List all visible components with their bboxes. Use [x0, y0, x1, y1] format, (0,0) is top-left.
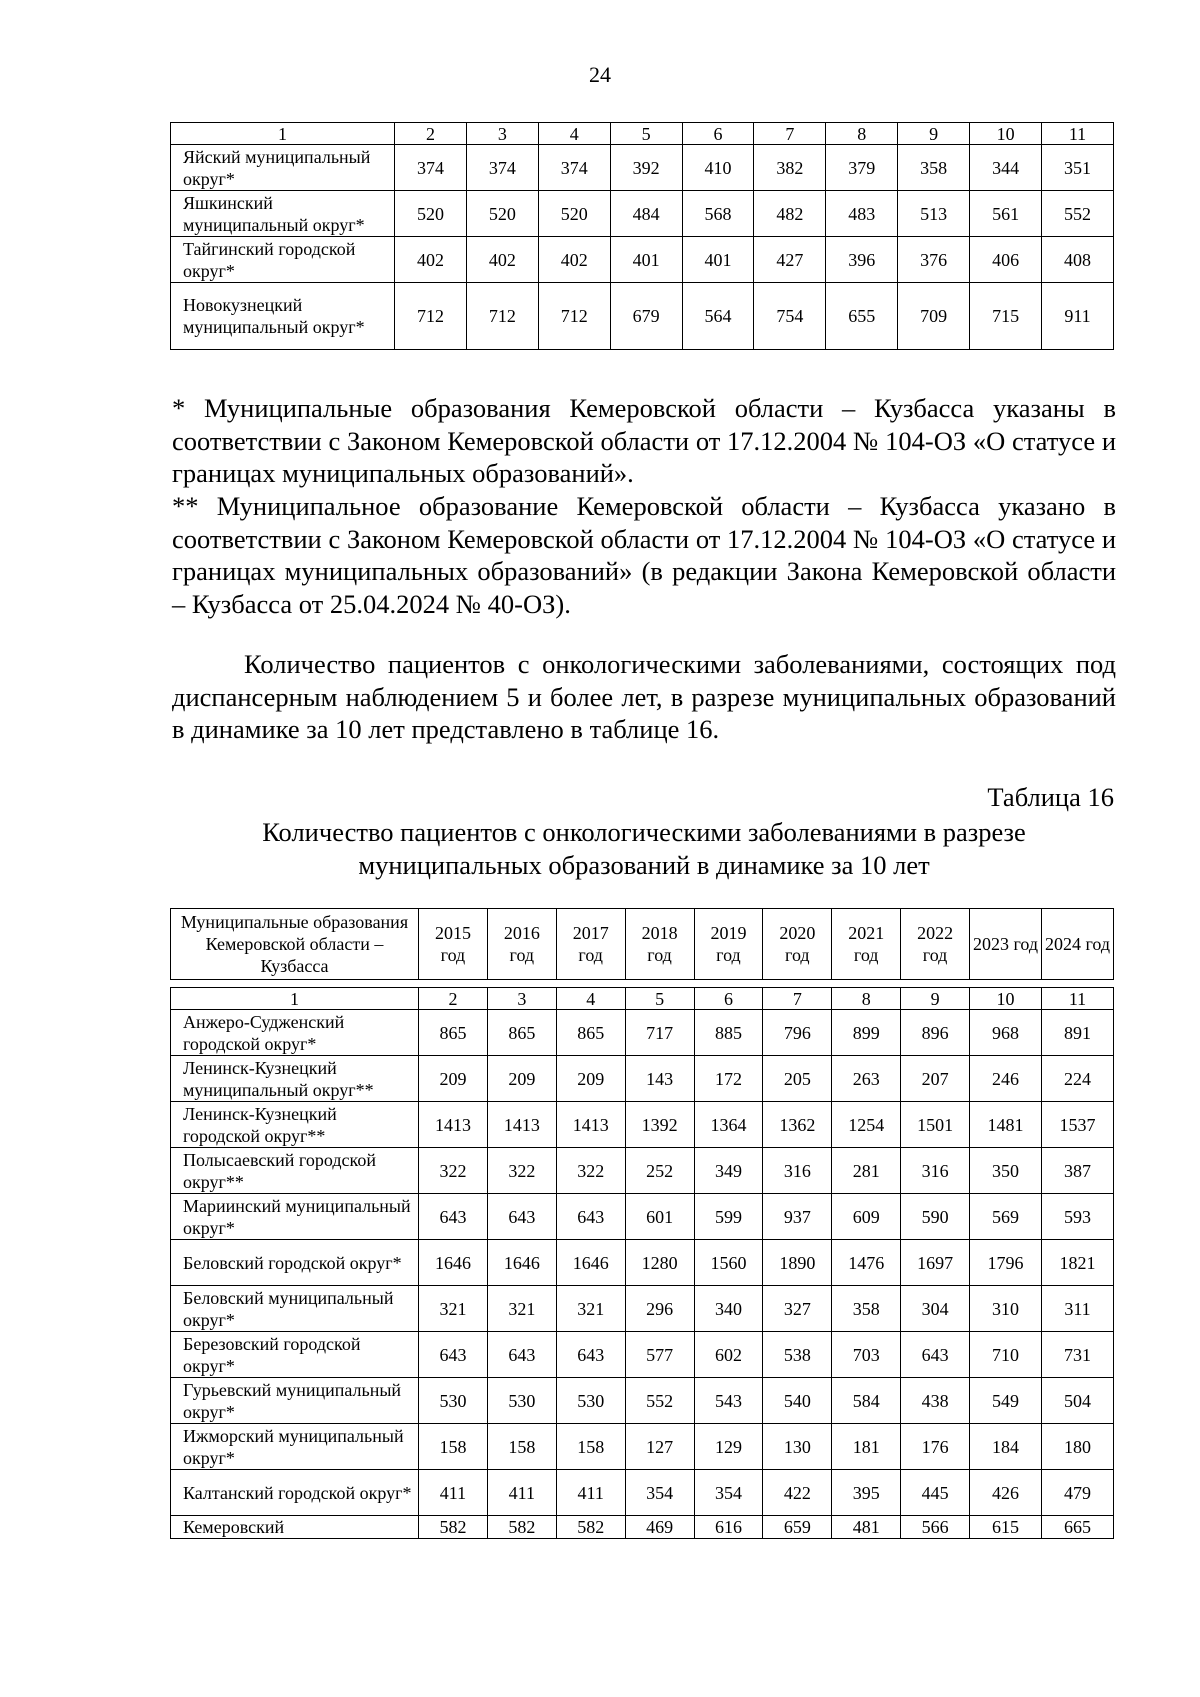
table-row [171, 237, 1114, 283]
value-cell: 205 [763, 1056, 832, 1102]
value-cell: 602 [694, 1332, 763, 1378]
value-cell: 358 [832, 1286, 901, 1332]
table-row [171, 1424, 1114, 1470]
table-title-line: Количество пациентов с онкологическими заболеваниями в разрезе [262, 817, 1026, 847]
municipality-name-cell: Ленинск-Кузнецкий муниципальный округ** [171, 1056, 419, 1102]
value-cell: 643 [487, 1194, 556, 1240]
municipality-name-cell: Полысаевский городской округ** [171, 1148, 419, 1194]
value-cell: 481 [832, 1516, 901, 1539]
value-cell: 540 [763, 1378, 832, 1424]
value-cell: 655 [826, 283, 898, 350]
value-cell: 321 [487, 1286, 556, 1332]
column-number-cell: 7 [763, 988, 832, 1010]
column-number-cell: 2 [395, 123, 467, 145]
value-cell: 530 [556, 1378, 625, 1424]
value-cell: 615 [970, 1516, 1042, 1539]
value-cell: 209 [487, 1056, 556, 1102]
value-cell: 1481 [970, 1102, 1042, 1148]
value-cell: 530 [487, 1378, 556, 1424]
value-cell: 296 [625, 1286, 694, 1332]
header-year-cell: 2020 год [763, 909, 832, 980]
value-cell: 754 [754, 283, 826, 350]
table-row [171, 1056, 1114, 1102]
value-cell: 181 [832, 1424, 901, 1470]
value-cell: 1821 [1042, 1240, 1114, 1286]
value-cell: 382 [754, 145, 826, 191]
column-number-cell: 1 [171, 123, 395, 145]
table-row [171, 1332, 1114, 1378]
table-row [171, 145, 1114, 191]
value-cell: 911 [1042, 283, 1114, 350]
value-cell: 327 [763, 1286, 832, 1332]
value-cell: 865 [556, 1010, 625, 1056]
header-year-cell: 2019 год [694, 909, 763, 980]
value-cell: 665 [1042, 1516, 1114, 1539]
value-cell: 395 [832, 1470, 901, 1516]
value-cell: 469 [625, 1516, 694, 1539]
value-cell: 158 [487, 1424, 556, 1470]
value-cell: 731 [1042, 1332, 1114, 1378]
value-cell: 401 [682, 237, 754, 283]
value-cell: 445 [901, 1470, 970, 1516]
value-cell: 350 [970, 1148, 1042, 1194]
column-number-cell: 8 [832, 988, 901, 1010]
value-cell: 376 [898, 237, 970, 283]
value-cell: 402 [538, 237, 610, 283]
value-cell: 584 [832, 1378, 901, 1424]
value-cell: 321 [419, 1286, 488, 1332]
column-number-cell: 4 [556, 988, 625, 1010]
value-cell: 643 [556, 1194, 625, 1240]
continued-table [170, 122, 1114, 350]
value-cell: 374 [395, 145, 467, 191]
header-year-cell: 2021 год [832, 909, 901, 980]
value-cell: 504 [1042, 1378, 1114, 1424]
value-cell: 513 [898, 191, 970, 237]
value-cell: 891 [1042, 1010, 1114, 1056]
column-number-cell: 10 [970, 988, 1042, 1010]
value-cell: 710 [970, 1332, 1042, 1378]
column-number-cell: 9 [898, 123, 970, 145]
column-number-cell: 9 [901, 988, 970, 1010]
value-cell: 1890 [763, 1240, 832, 1286]
value-cell: 321 [556, 1286, 625, 1332]
value-cell: 1362 [763, 1102, 832, 1148]
municipality-name-cell: Мариинский муниципальный округ* [171, 1194, 419, 1240]
header-year-cell: 2022 год [901, 909, 970, 980]
value-cell: 643 [556, 1332, 625, 1378]
value-cell: 172 [694, 1056, 763, 1102]
value-cell: 569 [970, 1194, 1042, 1240]
value-cell: 311 [1042, 1286, 1114, 1332]
column-number-cell: 6 [694, 988, 763, 1010]
value-cell: 712 [395, 283, 467, 350]
value-cell: 543 [694, 1378, 763, 1424]
value-cell: 281 [832, 1148, 901, 1194]
value-cell: 1413 [419, 1102, 488, 1148]
column-number-cell: 6 [682, 123, 754, 145]
header-year-cell: 2024 год [1042, 909, 1114, 980]
value-cell: 209 [419, 1056, 488, 1102]
municipality-name-cell: Яйский муниципальный округ* [171, 145, 395, 191]
value-cell: 411 [419, 1470, 488, 1516]
value-cell: 401 [610, 237, 682, 283]
value-cell: 479 [1042, 1470, 1114, 1516]
value-cell: 143 [625, 1056, 694, 1102]
column-number-cell: 5 [625, 988, 694, 1010]
column-number-cell: 7 [754, 123, 826, 145]
header-municipality-cell: Муниципальные образования Кемеровской области – Кузбасса [171, 909, 419, 980]
municipality-name-cell: Яшкинский муниципальный округ* [171, 191, 395, 237]
value-cell: 566 [901, 1516, 970, 1539]
column-number-cell: 5 [610, 123, 682, 145]
value-cell: 1280 [625, 1240, 694, 1286]
value-cell: 968 [970, 1010, 1042, 1056]
value-cell: 564 [682, 283, 754, 350]
value-cell: 379 [826, 145, 898, 191]
value-cell: 422 [763, 1470, 832, 1516]
value-cell: 582 [419, 1516, 488, 1539]
value-cell: 411 [556, 1470, 625, 1516]
table-row [171, 283, 1114, 350]
value-cell: 354 [625, 1470, 694, 1516]
value-cell: 158 [419, 1424, 488, 1470]
value-cell: 865 [419, 1010, 488, 1056]
municipality-name-cell: Беловский городской округ* [171, 1240, 419, 1286]
header-year-cell: 2016 год [487, 909, 556, 980]
column-number-cell: 10 [970, 123, 1042, 145]
table-title [172, 816, 1116, 881]
value-cell: 184 [970, 1424, 1042, 1470]
value-cell: 538 [763, 1332, 832, 1378]
value-cell: 549 [970, 1378, 1042, 1424]
value-cell: 374 [466, 145, 538, 191]
value-cell: 411 [487, 1470, 556, 1516]
table-row [171, 1286, 1114, 1332]
page-number: 24 [589, 62, 611, 87]
value-cell: 582 [556, 1516, 625, 1539]
value-cell: 340 [694, 1286, 763, 1332]
municipality-name-cell: Беловский муниципальный округ* [171, 1286, 419, 1332]
value-cell: 374 [538, 145, 610, 191]
municipality-name-cell: Тайгинский городской округ* [171, 237, 395, 283]
value-cell: 304 [901, 1286, 970, 1332]
value-cell: 552 [625, 1378, 694, 1424]
table-row [171, 1470, 1114, 1516]
table-row [171, 1240, 1114, 1286]
table-title-line: муниципальных образований в динамике за 10 лет [358, 849, 930, 880]
value-cell: 577 [625, 1332, 694, 1378]
value-cell: 402 [466, 237, 538, 283]
value-cell: 1646 [487, 1240, 556, 1286]
footnote-double-star: ** Муниципальное образование Кемеровской области – Кузбасса указано в соответствии с Законом Кемеровской области от 17.12.2004 № 104-ОЗ «О статусе и границах муниципальных образований» (в редакции Закона Кемеровской области – Кузбасса от 25.04.2024 № 40-ОЗ). [172, 491, 1116, 619]
value-cell: 643 [487, 1332, 556, 1378]
table-row [171, 191, 1114, 237]
value-cell: 712 [538, 283, 610, 350]
table-row [171, 1102, 1114, 1148]
value-cell: 1796 [970, 1240, 1042, 1286]
value-cell: 616 [694, 1516, 763, 1539]
value-cell: 438 [901, 1378, 970, 1424]
value-cell: 482 [754, 191, 826, 237]
value-cell: 349 [694, 1148, 763, 1194]
footnote-single-star: * Муниципальные образования Кемеровской области – Кузбасса указаны в соответствии с Законом Кемеровской области от 17.12.2004 № 104-ОЗ «О статусе и границах муниципальных образований». [172, 393, 1116, 488]
value-cell: 483 [826, 191, 898, 237]
value-cell: 601 [625, 1194, 694, 1240]
column-number-cell: 1 [171, 988, 419, 1010]
value-cell: 322 [556, 1148, 625, 1194]
value-cell: 130 [763, 1424, 832, 1470]
municipality-name-cell: Ижморский муниципальный округ* [171, 1424, 419, 1470]
value-cell: 158 [556, 1424, 625, 1470]
table-row [171, 1194, 1114, 1240]
value-cell: 224 [1042, 1056, 1114, 1102]
value-cell: 1560 [694, 1240, 763, 1286]
header-year-cell: 2018 год [625, 909, 694, 980]
value-cell: 1537 [1042, 1102, 1114, 1148]
value-cell: 406 [970, 237, 1042, 283]
table-row [171, 1148, 1114, 1194]
value-cell: 358 [898, 145, 970, 191]
value-cell: 643 [901, 1332, 970, 1378]
table-row [171, 1378, 1114, 1424]
value-cell: 316 [901, 1148, 970, 1194]
value-cell: 402 [395, 237, 467, 283]
value-cell: 426 [970, 1470, 1042, 1516]
value-cell: 410 [682, 145, 754, 191]
value-cell: 207 [901, 1056, 970, 1102]
value-cell: 937 [763, 1194, 832, 1240]
table16 [170, 987, 1114, 1539]
value-cell: 552 [1042, 191, 1114, 237]
column-number-row [171, 123, 1114, 145]
value-cell: 1413 [487, 1102, 556, 1148]
intro-paragraph: Количество пациентов с онкологическими заболеваниями, состоящих под диспансерным наблюдением 5 и более лет, в разрезе муниципальных образований в динамике за 10 лет представлено в таблице 16. [172, 649, 1116, 744]
value-cell: 609 [832, 1194, 901, 1240]
table-label: Таблица 16 [987, 782, 1114, 812]
value-cell: 568 [682, 191, 754, 237]
value-cell: 1392 [625, 1102, 694, 1148]
column-number-cell: 2 [419, 988, 488, 1010]
column-number-cell: 11 [1042, 988, 1114, 1010]
value-cell: 1413 [556, 1102, 625, 1148]
value-cell: 582 [487, 1516, 556, 1539]
municipality-name-cell: Анжеро-Судженский городской округ* [171, 1010, 419, 1056]
value-cell: 1254 [832, 1102, 901, 1148]
value-cell: 351 [1042, 145, 1114, 191]
header-year-cell: 2023 год [970, 909, 1042, 980]
table16-header [170, 908, 1114, 980]
value-cell: 180 [1042, 1424, 1114, 1470]
value-cell: 427 [754, 237, 826, 283]
value-cell: 392 [610, 145, 682, 191]
municipality-name-cell: Гурьевский муниципальный округ* [171, 1378, 419, 1424]
value-cell: 520 [538, 191, 610, 237]
value-cell: 322 [419, 1148, 488, 1194]
value-cell: 703 [832, 1332, 901, 1378]
column-number-row [171, 988, 1114, 1010]
municipality-name-cell: Новокузнецкий муниципальный округ* [171, 283, 395, 350]
value-cell: 263 [832, 1056, 901, 1102]
value-cell: 209 [556, 1056, 625, 1102]
municipality-name-cell: Калтанский городской округ* [171, 1470, 419, 1516]
value-cell: 643 [419, 1332, 488, 1378]
value-cell: 127 [625, 1424, 694, 1470]
value-cell: 1646 [419, 1240, 488, 1286]
header-row [171, 909, 1114, 980]
value-cell: 129 [694, 1424, 763, 1470]
value-cell: 796 [763, 1010, 832, 1056]
value-cell: 1697 [901, 1240, 970, 1286]
value-cell: 484 [610, 191, 682, 237]
value-cell: 344 [970, 145, 1042, 191]
value-cell: 899 [832, 1010, 901, 1056]
value-cell: 593 [1042, 1194, 1114, 1240]
value-cell: 408 [1042, 237, 1114, 283]
value-cell: 590 [901, 1194, 970, 1240]
value-cell: 643 [419, 1194, 488, 1240]
column-number-cell: 11 [1042, 123, 1114, 145]
value-cell: 387 [1042, 1148, 1114, 1194]
value-cell: 561 [970, 191, 1042, 237]
value-cell: 885 [694, 1010, 763, 1056]
value-cell: 709 [898, 283, 970, 350]
municipality-name-cell: Ленинск-Кузнецкий городской округ** [171, 1102, 419, 1148]
value-cell: 1476 [832, 1240, 901, 1286]
value-cell: 252 [625, 1148, 694, 1194]
value-cell: 599 [694, 1194, 763, 1240]
value-cell: 1646 [556, 1240, 625, 1286]
value-cell: 530 [419, 1378, 488, 1424]
value-cell: 316 [763, 1148, 832, 1194]
header-year-cell: 2017 год [556, 909, 625, 980]
value-cell: 520 [466, 191, 538, 237]
value-cell: 712 [466, 283, 538, 350]
value-cell: 520 [395, 191, 467, 237]
value-cell: 246 [970, 1056, 1042, 1102]
municipality-name-cell: Кемеровский [171, 1516, 419, 1539]
column-number-cell: 8 [826, 123, 898, 145]
value-cell: 176 [901, 1424, 970, 1470]
table-row [171, 1010, 1114, 1056]
value-cell: 1364 [694, 1102, 763, 1148]
value-cell: 865 [487, 1010, 556, 1056]
header-year-cell: 2015 год [419, 909, 488, 980]
column-number-cell: 3 [487, 988, 556, 1010]
value-cell: 396 [826, 237, 898, 283]
value-cell: 679 [610, 283, 682, 350]
value-cell: 322 [487, 1148, 556, 1194]
municipality-name-cell: Березовский городской округ* [171, 1332, 419, 1378]
value-cell: 1501 [901, 1102, 970, 1148]
value-cell: 715 [970, 283, 1042, 350]
column-number-cell: 3 [466, 123, 538, 145]
value-cell: 659 [763, 1516, 832, 1539]
table-row [171, 1516, 1114, 1539]
column-number-cell: 4 [538, 123, 610, 145]
value-cell: 717 [625, 1010, 694, 1056]
value-cell: 354 [694, 1470, 763, 1516]
value-cell: 310 [970, 1286, 1042, 1332]
value-cell: 896 [901, 1010, 970, 1056]
